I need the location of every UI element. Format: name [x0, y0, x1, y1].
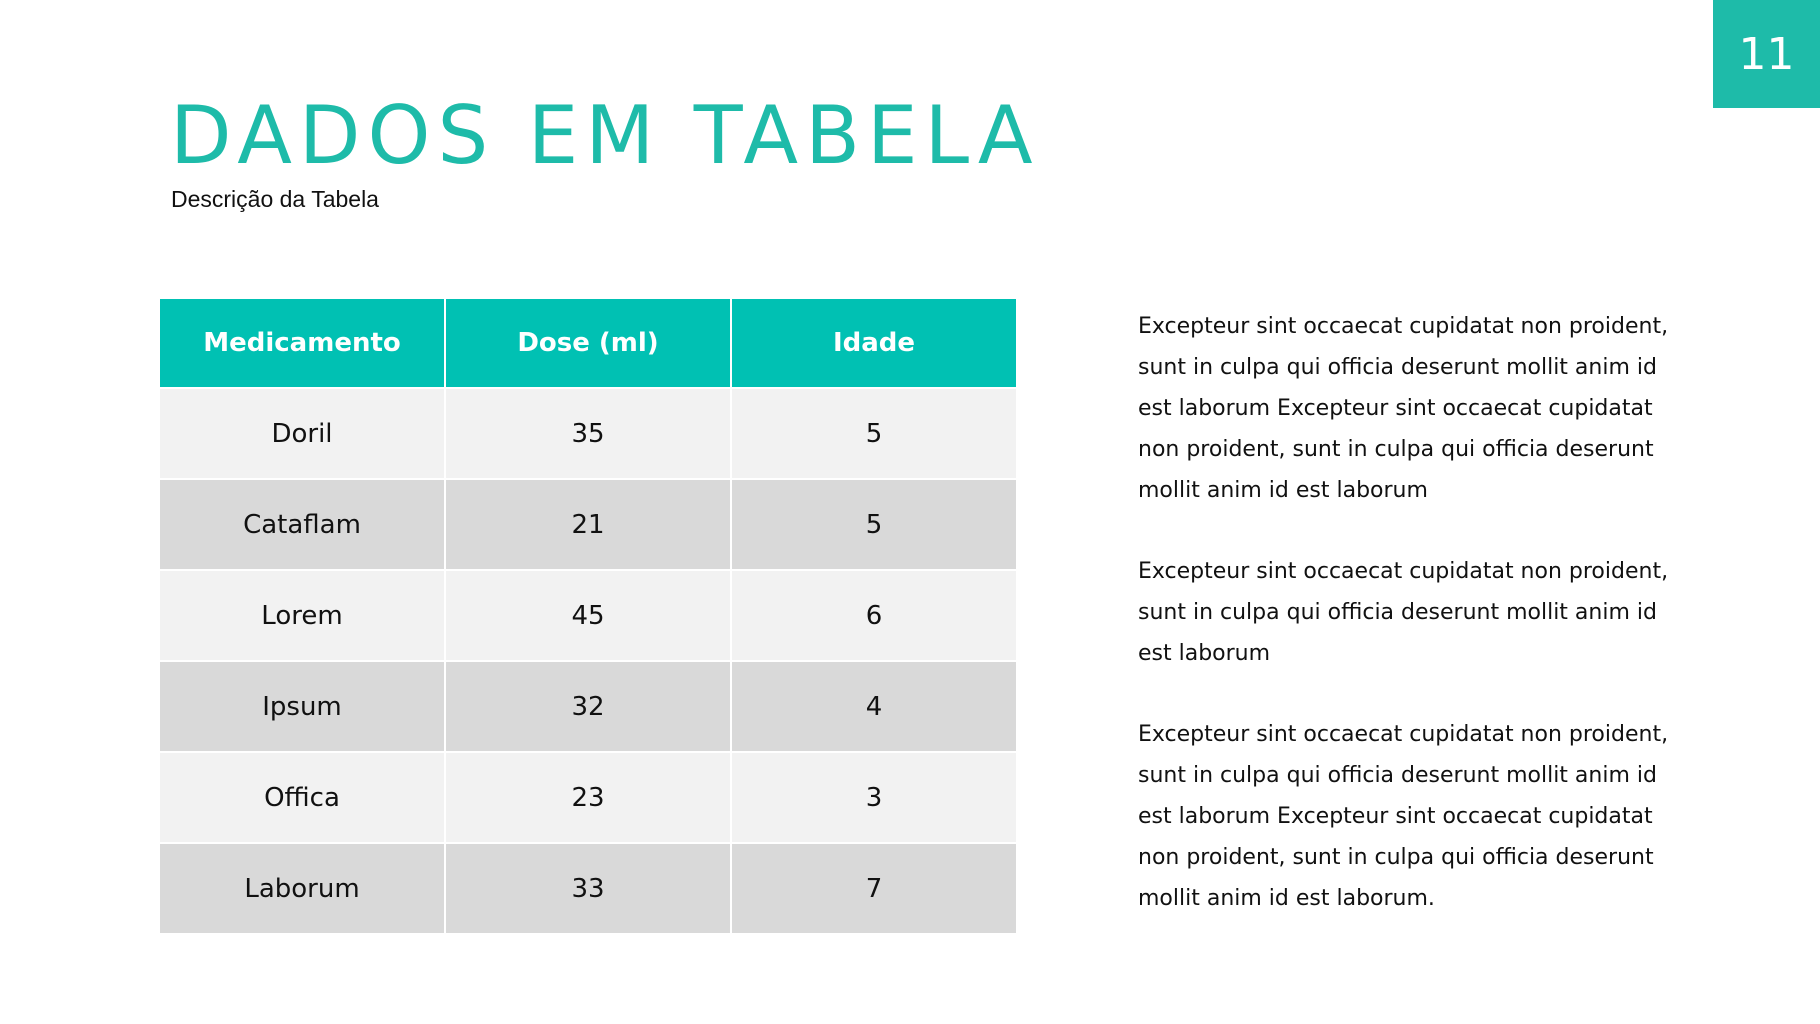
table-row	[160, 480, 1016, 569]
table-header-row	[160, 299, 1016, 387]
cell-medicamento: Lorem	[160, 571, 444, 660]
cell-medicamento: Ipsum	[160, 662, 444, 751]
table-row	[160, 844, 1016, 933]
cell-medicamento: Cataflam	[160, 480, 444, 569]
data-table	[158, 297, 1018, 935]
cell-idade: 5	[732, 389, 1016, 478]
cell-dose: 32	[446, 662, 730, 751]
column-header-medicamento: Medicamento	[160, 299, 444, 387]
cell-dose: 21	[446, 480, 730, 569]
table-row	[160, 389, 1016, 478]
cell-dose: 35	[446, 389, 730, 478]
cell-dose: 33	[446, 844, 730, 933]
body-text	[1138, 306, 1678, 959]
cell-medicamento: Offica	[160, 753, 444, 842]
column-header-dose: Dose (ml)	[446, 299, 730, 387]
paragraph: Excepteur sint occaecat cupidatat non proident, sunt in culpa qui officia deserunt mollit anim id est laborum	[1138, 559, 1669, 666]
cell-medicamento: Laborum	[160, 844, 444, 933]
table-row	[160, 571, 1016, 660]
cell-idade: 5	[732, 480, 1016, 569]
page-number: 11	[1713, 0, 1820, 108]
column-header-idade: Idade	[732, 299, 1016, 387]
table-row	[160, 753, 1016, 842]
cell-idade: 4	[732, 662, 1016, 751]
cell-dose: 23	[446, 753, 730, 842]
page-title: DADOS EM TABELA	[170, 89, 1040, 182]
table-row	[160, 662, 1016, 751]
table-description: Descrição da Tabela	[171, 186, 379, 212]
cell-idade: 7	[732, 844, 1016, 933]
cell-idade: 6	[732, 571, 1016, 660]
cell-medicamento: Doril	[160, 389, 444, 478]
cell-idade: 3	[732, 753, 1016, 842]
paragraph: Excepteur sint occaecat cupidatat non proident, sunt in culpa qui officia deserunt mollit anim id est laborum Excepteur sint occaecat cupidatat non proident, sunt in culpa qui officia deserunt mollit anim id est laborum	[1138, 314, 1669, 503]
paragraph: Excepteur sint occaecat cupidatat non proident, sunt in culpa qui officia deserunt mollit anim id est laborum Excepteur sint occaecat cupidatat non proident, sunt in culpa qui officia deserunt mollit anim id est laborum.	[1138, 722, 1669, 911]
cell-dose: 45	[446, 571, 730, 660]
